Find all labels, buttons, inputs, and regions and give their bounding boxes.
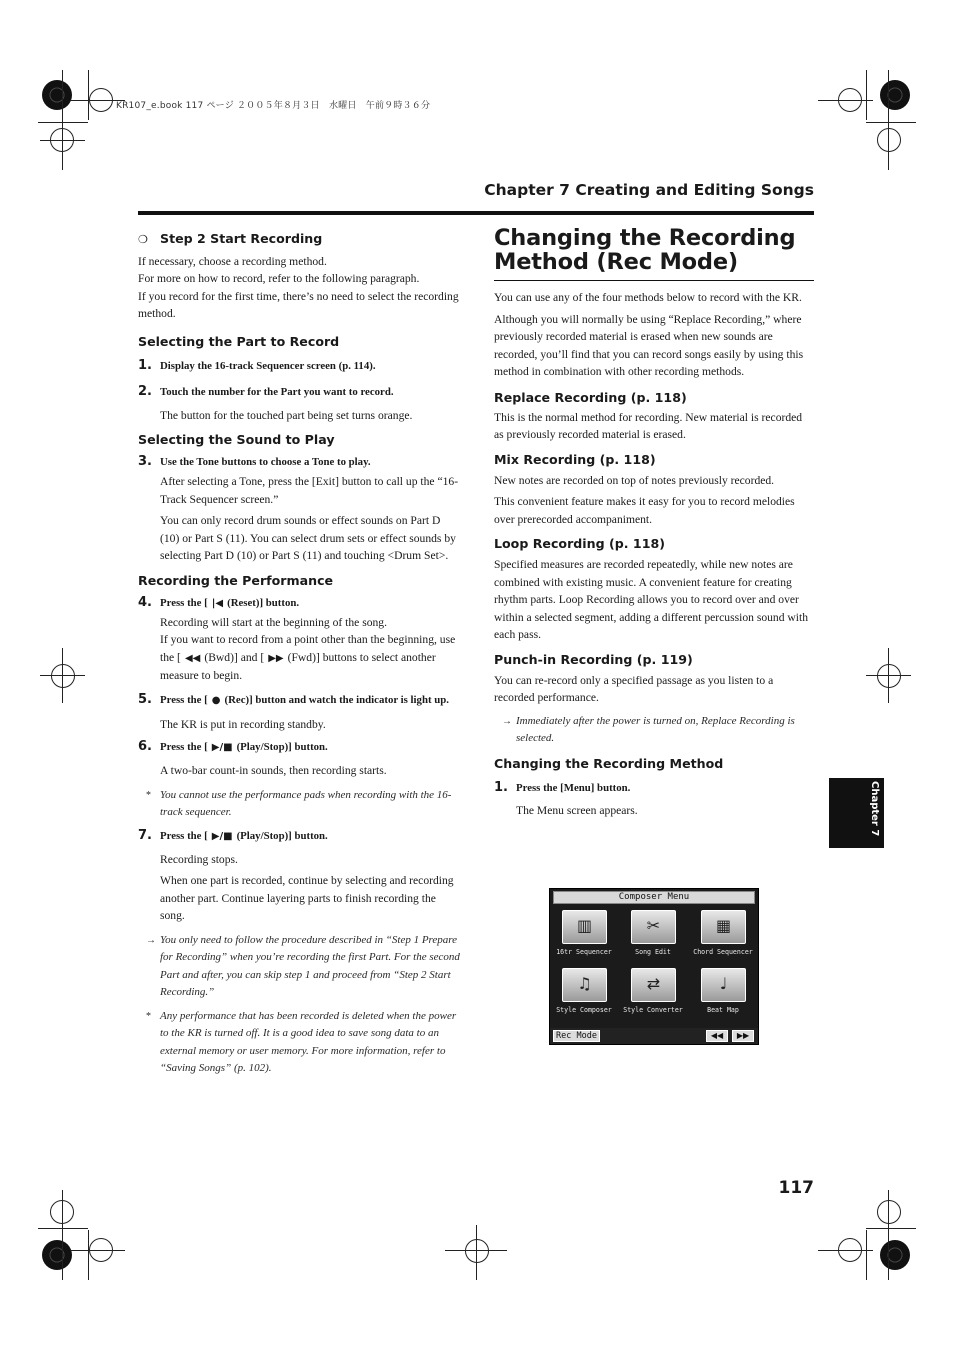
step-number: 6. (138, 739, 152, 754)
note-text: You only need to follow the procedure described in “Step 1 Prepare for Recording” when you’re recording the first Part. For the second Part and after, you can skip step 1 and proceed from “Step 2 Start Recording.” (160, 933, 460, 998)
step-text-a: Press the [ (160, 693, 208, 706)
chord-sequencer-label: Chord Sequencer (693, 948, 753, 956)
step-4 (138, 594, 460, 613)
chord-sequencer-button[interactable] (701, 910, 746, 944)
step-change-1-body: The Menu screen appears. (516, 803, 638, 817)
step2-line-1: If necessary, choose a recording method. (138, 254, 327, 268)
step-1 (138, 357, 460, 376)
arrow-icon: → (502, 715, 512, 727)
step2-line-3: If you record for the first time, there’s no need to select the recording method. (138, 289, 459, 320)
chapter-tab (829, 778, 884, 848)
heading-mix-recording: Mix Recording (p. 118) (494, 451, 656, 467)
song-edit-label: Song Edit (635, 948, 671, 956)
step-text: Touch the number for the Part you want to record. (160, 385, 394, 398)
heading-replace-recording: Replace Recording (p. 118) (494, 389, 687, 405)
arrow-icon: → (146, 934, 156, 946)
chord-sequencer-icon: ▦ (715, 916, 732, 935)
step-3 (138, 453, 460, 472)
sequencer-icon: ▥ (576, 916, 593, 935)
chapter-tab-label: Chapter 7 (869, 781, 880, 837)
rec-icon: ● (211, 694, 221, 706)
note-performance-pads (138, 787, 460, 822)
text: (Bwd)] and [ (204, 650, 265, 664)
heading-loop-recording: Loop Recording (p. 118) (494, 536, 665, 551)
step-6 (138, 738, 460, 757)
sequencer-label: 16tr Sequencer (556, 948, 612, 956)
step2-heading (138, 230, 460, 249)
heading-selecting-sound: Selecting the Sound to Play (138, 432, 335, 447)
note-replace-default (494, 713, 814, 748)
step-4-body-1: Recording will start at the beginning of the song. (160, 615, 388, 629)
style-composer-button[interactable] (562, 968, 607, 1002)
asterisk-icon: * (146, 1010, 151, 1022)
step-5 (138, 690, 460, 711)
fwd-button[interactable]: ▶▶ (732, 1030, 754, 1042)
heading-punch-in-recording: Punch-in Recording (p. 119) (494, 651, 693, 667)
punch-body: You can re-record only a specified passage as you listen to a recorded performance. (494, 673, 774, 704)
screen-title: Composer Menu (553, 891, 755, 904)
step-text: Display the 16-track Sequencer screen (p. 114). (160, 359, 376, 372)
fwd-icon: ▶▶ (268, 652, 284, 664)
step-number: 4. (138, 594, 152, 610)
step-5-body: The KR is put in recording standby. (160, 717, 326, 731)
heading-selecting-part: Selecting the Part to Record (138, 333, 340, 349)
mix-body-2: This convenient feature makes it easy for you to record melodies over prerecorded accompaniment. (494, 495, 795, 526)
rec-mode-button[interactable]: Rec Mode (553, 1030, 600, 1042)
page-title (494, 226, 814, 274)
bwd-icon: ◀◀ (184, 652, 201, 664)
step-number: 2. (138, 383, 152, 399)
step-change-1 (494, 779, 814, 798)
intro-2: Although you will normally be using “Replace Recording,” where previously recorded material is erased when new sounds are recorded, you’ll find that you can record songs easily by using this method in combination with other recording methods. (494, 312, 804, 378)
beat-map-label: Beat Map (707, 1006, 739, 1014)
step-text-b: (Rec)] button and watch the indicator is light up. (224, 693, 449, 706)
file-header: KR107_e.book 117 ページ ２００５年８月３日 水曜日 午前９時３６分 (116, 101, 431, 111)
replace-body: This is the normal method for recording. New material is recorded as previously recorded material is erased. (494, 410, 803, 441)
step-7-body-1: Recording stops. (160, 852, 238, 866)
intro-1: You can use any of the four methods below to record with the KR. (494, 291, 802, 304)
style-converter-button[interactable] (631, 968, 676, 1002)
title-line-2: Method (Rec Mode) (494, 249, 738, 275)
step-number: 3. (138, 454, 152, 469)
step-text-b: (Play/Stop)] button. (236, 829, 328, 842)
beat-map-button[interactable] (701, 968, 746, 1002)
step-6-body: A two-bar count-in sounds, then recording starts. (160, 764, 387, 777)
step-text-a: Press the [ (160, 741, 208, 753)
play-stop-icon: ▶/■ (211, 830, 233, 842)
step-2 (138, 383, 460, 402)
mix-body-1: New notes are recorded on top of notes previously recorded. (494, 473, 775, 487)
step-text-b: (Play/Stop)] button. (236, 741, 328, 753)
text: If you want to record from a point other than the beginning, use the [ (160, 633, 456, 664)
screen-bottom-bar (550, 1028, 758, 1044)
bwd-button[interactable]: ◀◀ (706, 1030, 728, 1042)
heading-changing-method: Changing the Recording Method (494, 755, 724, 771)
heading-recording-performance: Recording the Performance (138, 572, 334, 588)
step-number: 7. (138, 827, 152, 843)
step-7 (138, 827, 460, 846)
title-line-1: Changing the Recording (494, 225, 796, 251)
asterisk-icon: * (146, 789, 151, 801)
step-text: Use the Tone buttons to choose a Tone to play. (160, 456, 371, 468)
step-text-a: Press the [ (160, 829, 208, 842)
step-4-body-2 (138, 631, 460, 685)
loop-body: Specified measures are recorded repeatedly, while new notes are combined with existing music. A convenient feature for creating rhythm parts. Loop Recording allows you to record over and over within a selected segment, adding a different percussion sound with each pass. (494, 558, 809, 641)
running-head: Chapter 7 Creating and Editing Songs (484, 181, 814, 199)
composer-menu-screen (549, 888, 759, 1045)
note-text: Immediately after the power is turned on, Replace Recording is selected. (516, 714, 795, 744)
right-column (494, 226, 814, 819)
beat-map-icon: ♩ (719, 974, 728, 993)
style-composer-icon: ♫ (577, 974, 592, 993)
note-step-1-first-part (138, 932, 460, 1002)
step-number: 1. (494, 779, 508, 795)
header-rule (138, 211, 814, 215)
step2-title: Step 2 Start Recording (160, 231, 323, 246)
text: (Fwd)] buttons to select another measure to begin. (160, 650, 436, 682)
reset-icon: |◀ (211, 597, 224, 609)
step-text-b: (Reset)] button. (227, 596, 300, 609)
play-stop-icon: ▶/■ (211, 742, 233, 753)
style-converter-label: Style Converter (623, 1006, 683, 1014)
step-text-a: Press the [ (160, 596, 208, 609)
song-edit-button[interactable] (631, 910, 676, 944)
step-text: Press the [Menu] button. (516, 781, 631, 794)
page-number: 117 (778, 1178, 814, 1198)
note-text: You cannot use the performance pads when recording with the 16-track sequencer. (160, 788, 452, 818)
step-3-body-2: You can only record drum sounds or effect sounds on Part D (10) or Part S (11). You can select drum sets or effect sounds by selecting Part D (10) or Part S (11) and touching <Drum Set>. (160, 514, 456, 562)
song-edit-icon: ✂ (646, 916, 661, 935)
circle-bullet-icon: ❍ (138, 233, 148, 246)
step-number: 5. (138, 691, 152, 707)
note-text: Any performance that has been recorded is deleted when the power to the KR is turned off. It is a good idea to save song data to an external memory or user memory. For more information, refer to “Saving Songs” (p. 102). (160, 1009, 457, 1074)
note-power-off (138, 1008, 460, 1078)
title-rule (494, 280, 814, 281)
step-number: 1. (138, 357, 152, 373)
style-converter-icon: ⇄ (646, 974, 661, 993)
step-7-body-2: When one part is recorded, continue by selecting and recording another part. Continue layering parts to finish recording the song. (160, 874, 454, 922)
left-column (138, 230, 460, 1078)
style-composer-label: Style Composer (556, 1006, 612, 1014)
step-3-body-1: After selecting a Tone, press the [Exit] button to call up the “16-Track Sequencer screen.” (160, 475, 459, 506)
sequencer-button[interactable] (562, 910, 607, 944)
step-2-body: The button for the touched part being set turns orange. (160, 408, 413, 422)
step2-line-2: For more on how to record, refer to the following paragraph. (138, 272, 420, 285)
